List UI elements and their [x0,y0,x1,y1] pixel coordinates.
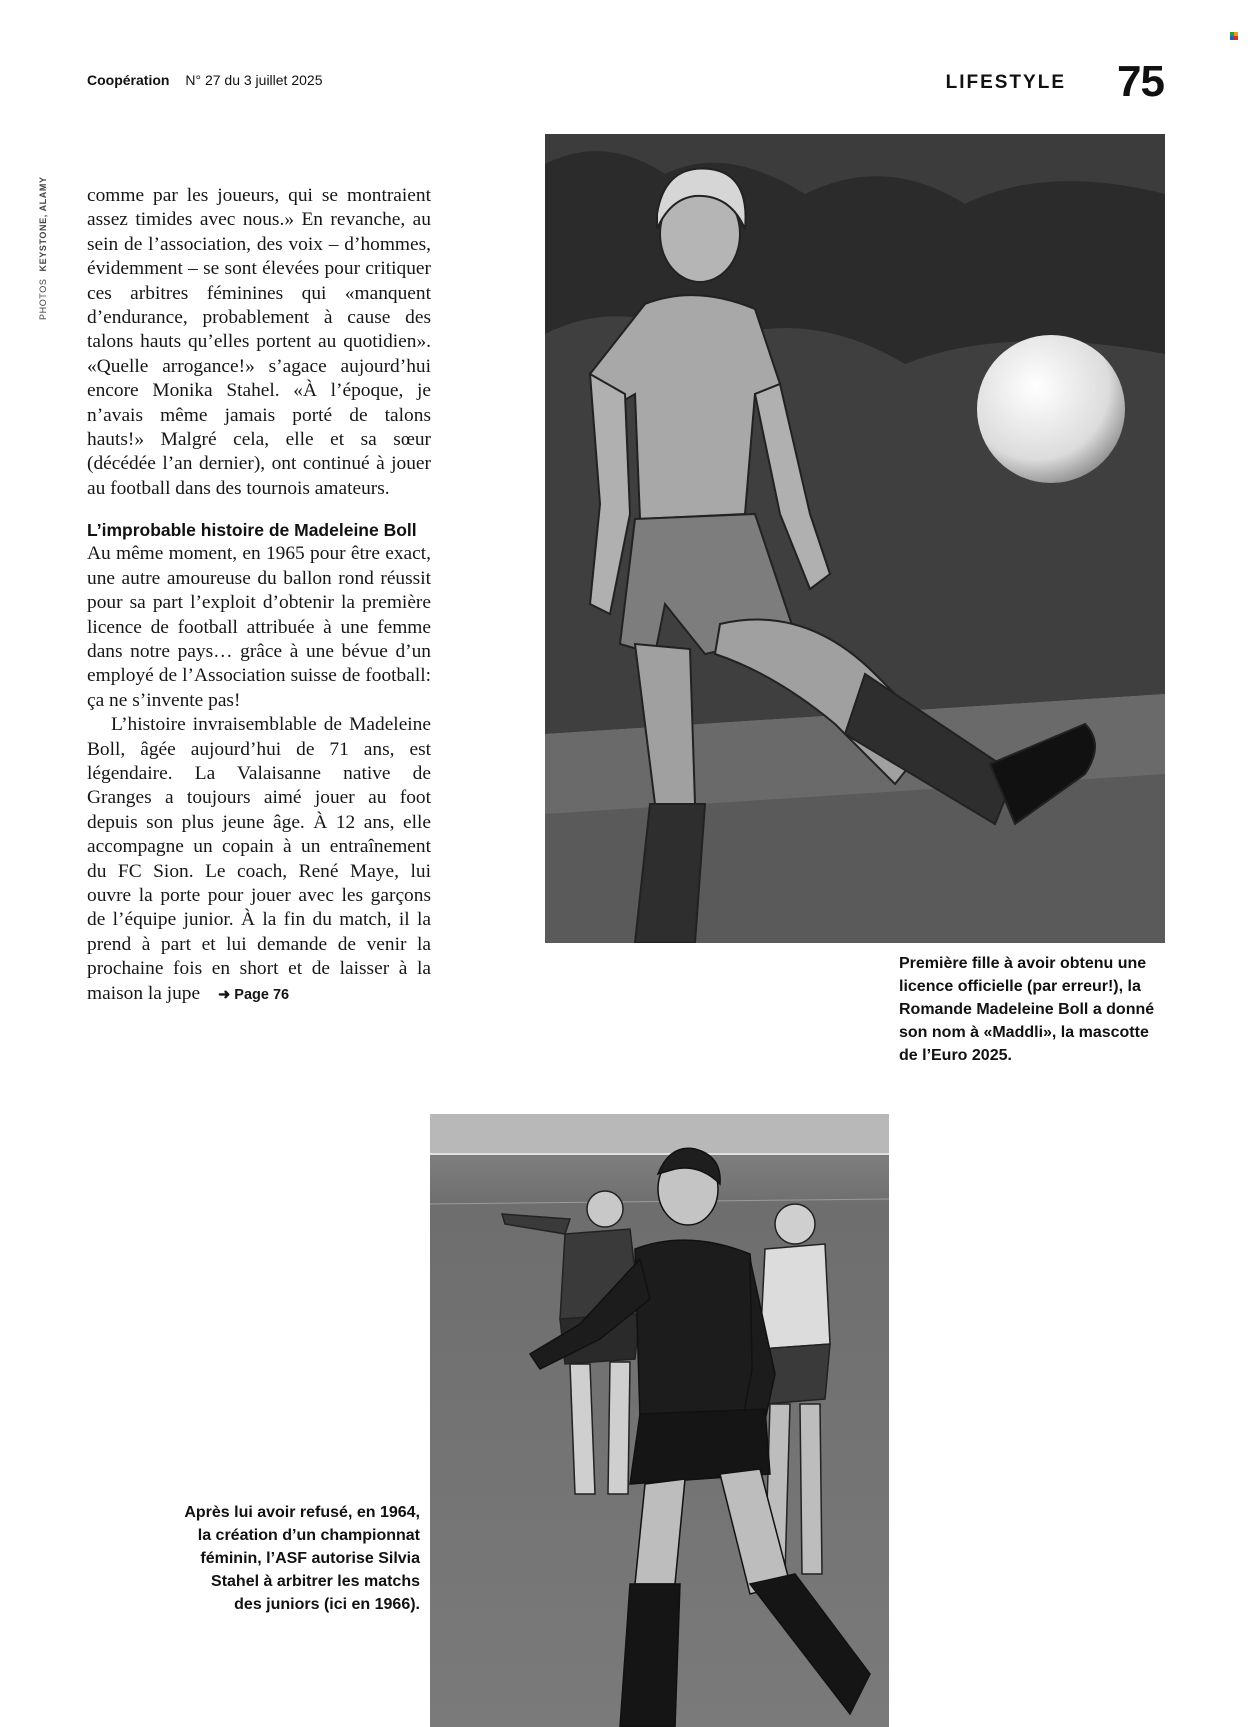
photo-credit-names: KEYSTONE, ALAMY [38,176,48,272]
article-paragraph: Au même moment, en 1965 pour être exact, une autre amoureuse du ballon rond réussit pour sa part l’exploit d’obtenir la première licence de football attribuée à une femme dans notre pays… grâce à une bévue d’un employé de l’Association suisse de football: ça ne s’invente pas! [87,543,431,711]
section-label: LIFESTYLE [945,72,1066,93]
page-number: 75 [1117,57,1164,106]
photo-madeleine-boll [545,134,1165,943]
article-column [87,184,431,1007]
article-paragraph-text: L’histoire invraisemblable de Madeleine Boll, âgée aujourd’hui de 71 ans, est légendaire. La Valaisanne native de Granges a toujours aimé jouer au foot depuis son plus jeune âge. À 12 ans, elle accompagne un copain à un entraînement du FC Sion. Le coach, René Maye, lui ouvre la porte pour jouer avec les garçons de l’équipe junior. À la fin du match, il la prend à part et lui demande de venir la prochaine fois en short et de laisser à la maison la jupe [87,714,431,1004]
article-paragraph: comme par les joueurs, qui se montraient assez timides avec nous.» En revanche, au sein de l’association, des voix – d’hommes, évidemment – se sont élevées pour critiquer ces arbitres féminines qui «manquent d’endurance, probablement à cause des talons hauts qu’elles portent au quotidien». «Quelle arrogance!» s’agace aujourd’hui encore Monika Stahel. «À l’époque, je n’avais même jamais porté de talons hauts!» Malgré cela, elle et sa sœur (décédée l’an dernier), ont continué à jouer au football dans des tournois amateurs. [87,185,431,499]
masthead [87,72,322,88]
photo-credit [38,176,52,320]
photo-credit-label: PHOTOS [38,278,48,320]
photo-silvia-stahel [430,1114,889,1727]
article-paragraph-last [87,713,431,1007]
registration-mark-icon [1230,32,1238,40]
article-subheading: L’improbable histoire de Madeleine Boll [87,520,417,541]
photo-madeleine-boll-graphic [545,134,1165,943]
issue-date: N° 27 du 3 juillet 2025 [185,72,323,88]
continued-page-link[interactable]: ➜ Page 76 [218,986,290,1003]
caption-photo-1: Première fille à avoir obtenu une licence officielle (par erreur!), la Romande Madeleine Boll a donné son nom à «Maddli», la mascotte de l’Euro 2025. [899,955,1155,1064]
photo-silvia-stahel-graphic [430,1114,889,1727]
publication-name: Coopération [87,72,170,88]
caption-photo-2: Après lui avoir refusé, en 1964, la création d’un championnat féminin, l’ASF autorise Silvia Stahel à arbitrer les matchs des juniors (ici en 1966). [184,1504,420,1613]
